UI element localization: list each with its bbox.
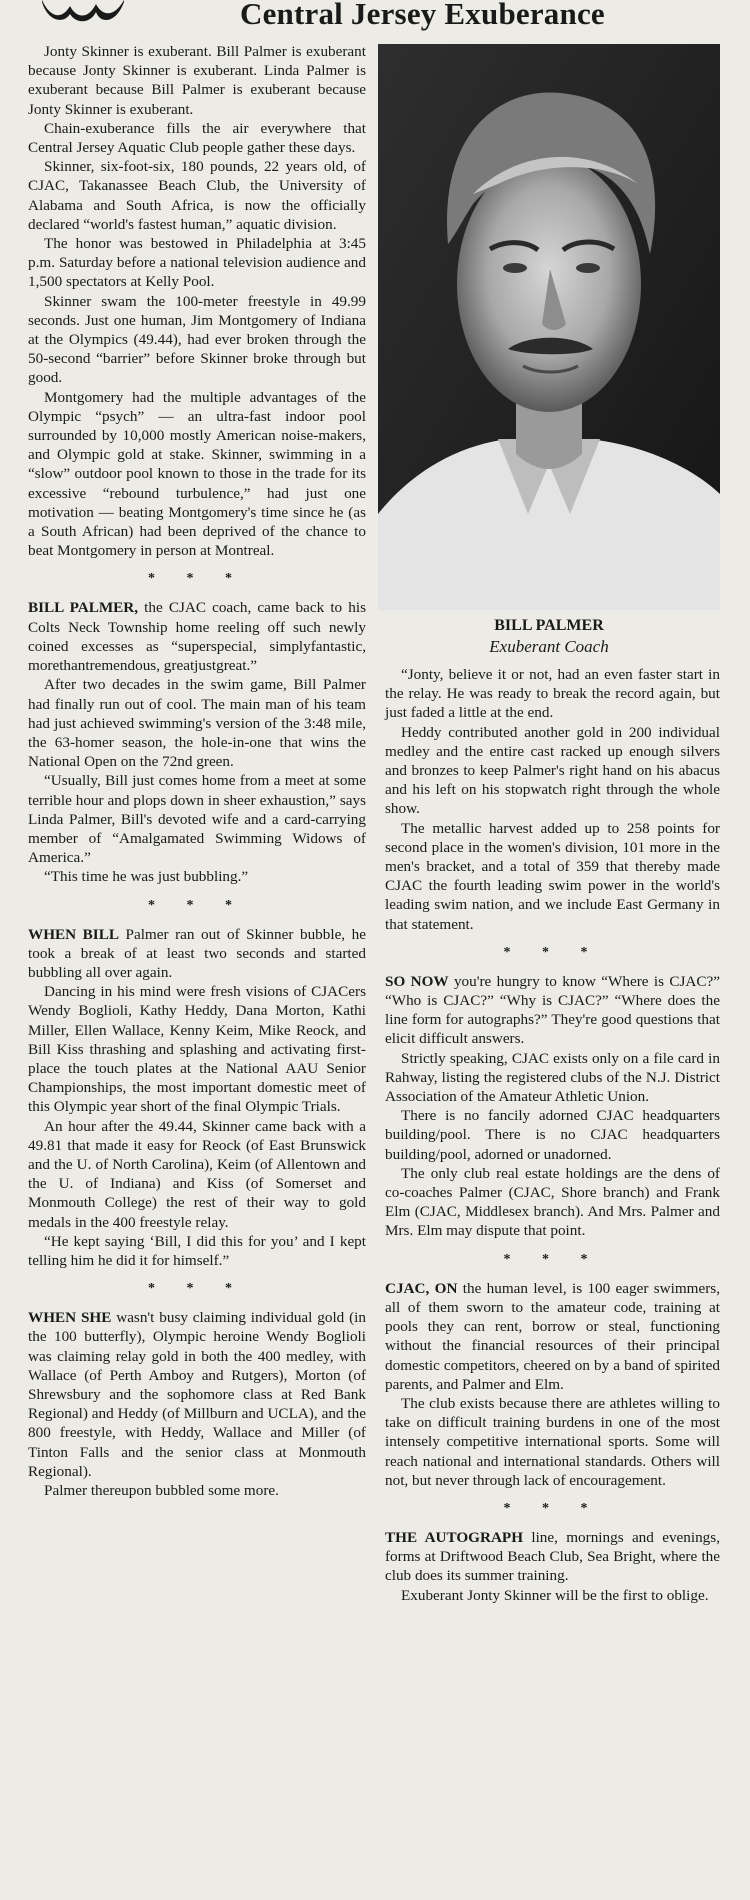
article-paragraph — [28, 292, 366, 388]
paragraph-text: you're hungry to know “Where is CJAC?” “Who is CJAC?” “Why is CJAC?” “Where does the line form for autographs?” They're good questions that elicit difficult answers. — [385, 972, 720, 1048]
article-paragraph — [385, 665, 720, 723]
article-paragraph — [385, 1394, 720, 1490]
paragraph-text: There is no fancily adorned CJAC headquarters building/pool. There is no CJAC headquarters building/pool, adorned or unadorned. — [385, 1107, 720, 1163]
right-text-column — [385, 665, 720, 1605]
paragraph-text: “He kept saying ‘Bill, I did this for you’ and I kept telling him he did it for himself.” — [28, 1232, 366, 1269]
portrait-illustration — [378, 44, 720, 610]
stylized-logo-icon — [40, 0, 130, 24]
article-paragraph — [28, 598, 366, 675]
left-text-column — [28, 42, 366, 1500]
paragraph-lead-in: SO NOW — [385, 972, 449, 990]
paragraph-text: wasn't busy claiming individual gold (in the 100 butterfly), Olympic heroine Wendy Boglioli was claiming relay gold in both the 400 medley, with Wallace (of Perth Amboy and Rutgers), Morton (of Shrewsbury and the sophomore class at Red Bank Regional) and Heddy (of Millburn and UCLA), and the 800 freestyle, with Heddy, Wallace and Miller (of Tinton Falls and the senior class at Monmouth Regional). — [28, 1309, 366, 1480]
caption-name: BILL PALMER — [494, 617, 604, 634]
paragraph-text: the human level, is 100 eager swimmers, all of them sworn to the amateur code, training at pools they can rent, borrow or steal, functioning without the financial resources of their principal domestic competitors, cheered on by a band of spirited parents, and Palmer and Elm. — [385, 1279, 721, 1393]
section-separator: * * * — [503, 944, 602, 960]
article-paragraph — [28, 1117, 366, 1232]
article-paragraph — [28, 42, 366, 119]
paragraph-text: the CJAC coach, came back to his Colts Neck Township home reeling off such newly coined excesses as “superspecial, simplyfantastic, morethantremendous, greatjustgreat.” — [28, 599, 366, 675]
paragraph-text: The club exists because there are athletes willing to take on difficult training burdens in one of the most intensely competitive international sports. Some will reach national and international standards. Others will not, but never through lack of encouragement. — [385, 1394, 720, 1489]
article-paragraph — [28, 675, 366, 771]
paragraph-lead-in: WHEN BILL — [28, 925, 119, 943]
paragraph-text: Chain-exuberance fills the air everywhere that Central Jersey Aquatic Club people gather these days. — [28, 119, 366, 157]
article-paragraph — [28, 1308, 366, 1481]
article-paragraph — [28, 388, 366, 561]
paragraph-text: Montgomery had the multiple advantages of the Olympic “psych” — an ultra-fast indoor pool surrounded by 10,000 mostly American noise-makers, and Olympic gold at stake. Skinner, swimming in a “slow” outdoor pool known to those in the trade for its excessive “rebound turbulence,” had just one motivation — beating Montgomery's time since he (as a South African) had been deprived of the chance to beat Montgomery in person at Montreal. — [28, 388, 366, 560]
article-headline: Central Jersey Exuberance — [240, 0, 605, 31]
article-paragraph — [385, 1279, 720, 1394]
article-paragraph — [385, 1106, 720, 1164]
paragraph-text: An hour after the 49.44, Skinner came back with a 49.81 that made it easy for Reock (of East Brunswick and the U. of North Carolina), Keim (of Allentown and the U. of Indiana) and Kiss (of Somerset and Monmouth College) the rest of their way to gold medals in the 400 freestyle relay. — [28, 1117, 366, 1231]
article-paragraph — [385, 723, 720, 819]
article-paragraph — [28, 771, 366, 867]
paragraph-lead-in: CJAC, ON — [385, 1279, 458, 1297]
paragraph-text: line, mornings and evenings, forms at Driftwood Beach Club, Sea Bright, where the club does its summer training. — [385, 1528, 720, 1585]
paragraph-text: Heddy contributed another gold in 200 individual medley and the entire cast racked up enough silvers and bronzes to keep Palmer's right hand on his abacus and his left on his stopwatch right through the whole show. — [385, 723, 720, 818]
portrait-photo — [378, 44, 720, 610]
article-paragraph — [28, 867, 366, 886]
article-paragraph — [28, 925, 366, 983]
paragraph-text: Dancing in his mind were fresh visions of CJACers Wendy Boglioli, Kathy Heddy, Dana Morton, Kathi Miller, Ellen Wallace, Kenny Keim, Mike Reock, and Bill Kiss thrashing and splashing and activating first-place the touch plates at the National AAU Senior Championships, the most important domestic meet of this Olympic year short of the final Olympic Trials. — [28, 983, 366, 1116]
article-paragraph — [28, 234, 366, 292]
paragraph-lead-in: WHEN SHE — [28, 1309, 112, 1327]
paragraph-text: After two decades in the swim game, Bill Palmer had finally run out of cool. The main man of his team had just achieved swimming's version of the 3:48 mile, the 63-homer season, the hole-in-one that wins the National Open on the 72nd green. — [28, 676, 366, 771]
section-separator: * * * — [148, 897, 246, 913]
paragraph-lead-in: BILL PALMER, — [28, 599, 139, 617]
paragraph-text: Palmer thereupon bubbled some more. — [44, 1482, 279, 1500]
paragraph-text: Strictly speaking, CJAC exists only on a file card in Rahway, listing the registered clubs of the N.J. District Association of the Amateur Athletic Union. — [385, 1049, 720, 1106]
article-paragraph — [28, 119, 366, 157]
article-paragraph — [385, 1049, 720, 1107]
article-paragraph — [385, 972, 720, 1049]
section-separator: * * * — [148, 1281, 246, 1297]
paragraph-text: Skinner swam the 100-meter freestyle in 49.99 seconds. Just one human, Jim Montgomery of Indiana at the Olympics (49.44), had ever broken through the 50-second “barrier” before Skinner broke through but good. — [28, 292, 366, 387]
paragraph-text: “Usually, Bill just comes home from a meet at some terrible hour and plops down in sheer exhaustion,” says Linda Palmer, Bill's devoted wife and a card-carrying member of “Amalgamated Swimming Widows of America.” — [28, 772, 366, 867]
section-separator: * * * — [503, 1500, 602, 1516]
article-paragraph — [385, 819, 720, 934]
article-paragraph — [28, 982, 366, 1116]
caption-title: Exuberant Coach — [489, 637, 609, 656]
paragraph-lead-in: THE AUTOGRAPH — [385, 1528, 524, 1546]
photo-caption — [378, 616, 720, 658]
paragraph-text: “Jonty, believe it or not, had an even faster start in the relay. He was ready to break the record again, but just faded a little at the end. — [385, 666, 720, 722]
article-paragraph — [385, 1528, 720, 1586]
section-separator: * * * — [503, 1251, 602, 1267]
paragraph-text: The only club real estate holdings are the dens of co-coaches Palmer (CJAC, Shore branch) and Frank Elm (CJAC, Middlesex branch). And Mrs. Palmer and Mrs. Elm may dispute that point. — [385, 1164, 720, 1240]
article-paragraph — [28, 1232, 366, 1270]
paragraph-text: Exuberant Jonty Skinner will be the first to oblige. — [401, 1586, 709, 1604]
article-paragraph — [385, 1586, 720, 1605]
section-separator: * * * — [148, 571, 246, 587]
article-paragraph — [28, 1481, 366, 1500]
paragraph-text: “This time he was just bubbling.” — [44, 868, 249, 886]
article-paragraph — [28, 157, 366, 234]
paragraph-text: Palmer ran out of Skinner bubble, he took a break of at least two seconds and started bubbling all over again. — [28, 925, 366, 981]
paragraph-text: The honor was bestowed in Philadelphia at 3:45 p.m. Saturday before a national television audience and 1,500 spectators at Kelly Pool. — [28, 235, 366, 291]
paragraph-text: The metallic harvest added up to 258 points for second place in the women's division, 101 more in the men's bracket, and a total of 359 that thereby made CJAC the fourth leading swim power in the world's leading swim nation, and we include East Germany in that statement. — [385, 819, 720, 933]
paragraph-text: Skinner, six-foot-six, 180 pounds, 22 years old, of CJAC, Takanassee Beach Club, the University of Alabama and South Africa, is now the officially declared “world's fastest human,” aquatic division. — [28, 158, 366, 233]
article-paragraph — [385, 1164, 720, 1241]
paragraph-text: Jonty Skinner is exuberant. Bill Palmer is exuberant because Jonty Skinner is exuberant. Linda Palmer is exuberant because Bill Palmer is exuberant because Jonty Skinner is exuberant. — [28, 43, 366, 118]
